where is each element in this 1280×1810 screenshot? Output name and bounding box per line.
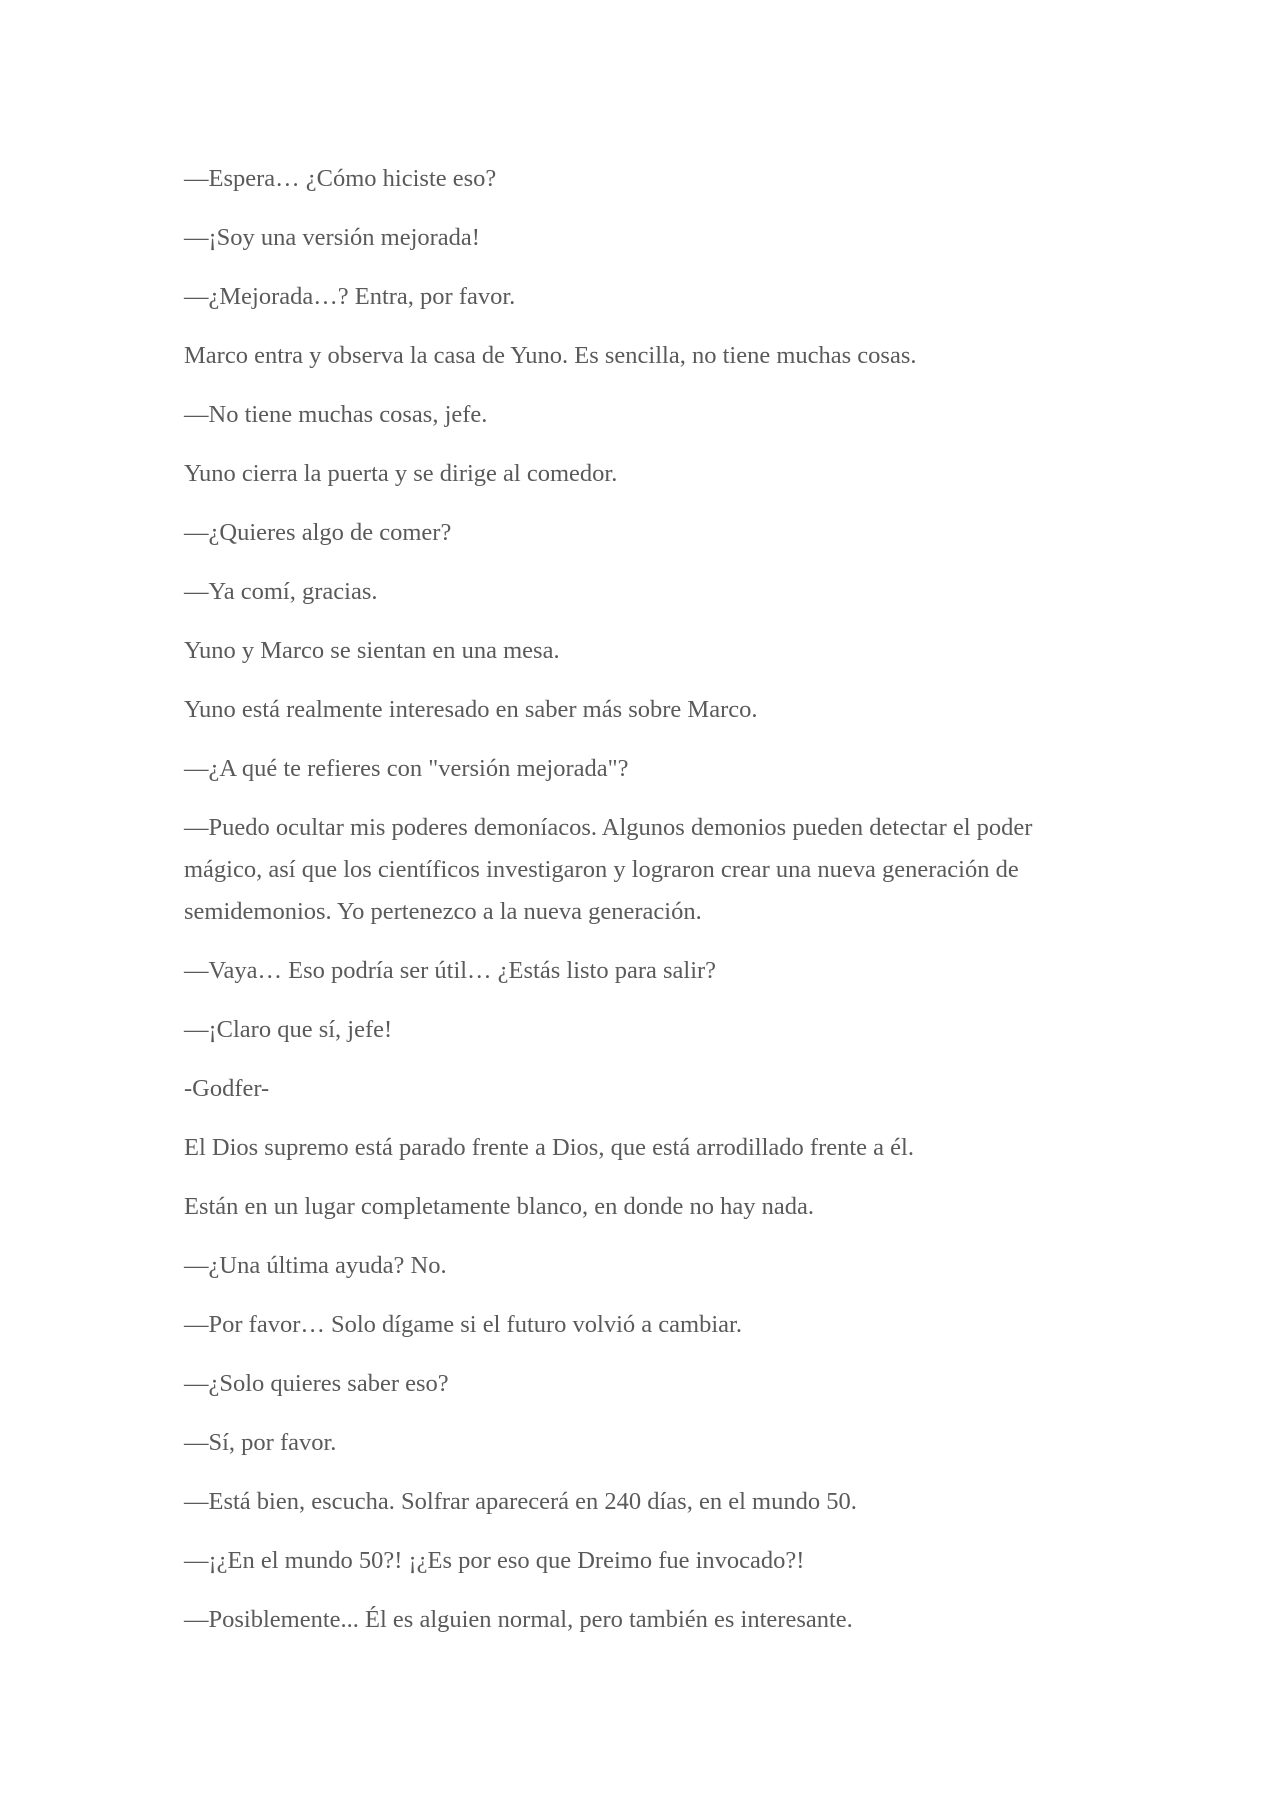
paragraph: —Posiblemente... Él es alguien normal, pero también es interesante. xyxy=(184,1606,853,1633)
paragraph: —Vaya… Eso podría ser útil… ¿Estás listo para salir? xyxy=(184,957,717,984)
section-marker: -Godfer- xyxy=(184,1075,270,1102)
document-body xyxy=(184,158,1104,1658)
paragraph: —¿Solo quieres saber eso? xyxy=(184,1370,449,1397)
paragraph: Yuno y Marco se sientan en una mesa. xyxy=(184,637,560,664)
paragraph: —Sí, por favor. xyxy=(184,1429,337,1456)
paragraph: Yuno está realmente interesado en saber más sobre Marco. xyxy=(184,696,758,723)
paragraph: —¿Una última ayuda? No. xyxy=(184,1252,447,1279)
paragraph: —¡¿En el mundo 50?! ¡¿Es por eso que Dreimo fue invocado?! xyxy=(184,1547,805,1574)
paragraph: —No tiene muchas cosas, jefe. xyxy=(184,401,488,428)
paragraph: —Ya comí, gracias. xyxy=(184,578,378,605)
paragraph: —¡Soy una versión mejorada! xyxy=(184,224,480,251)
paragraph: Están en un lugar completamente blanco, en donde no hay nada. xyxy=(184,1193,814,1220)
paragraph: —Por favor… Solo dígame si el futuro volvió a cambiar. xyxy=(184,1311,742,1338)
paragraph: —¿A qué te refieres con "versión mejorada"? xyxy=(184,755,629,782)
paragraph: —Puedo ocultar mis poderes demoníacos. Algunos demonios pueden detectar el poder mágico, así que los científicos investigaron y lograron crear una nueva generación de semidemonios. Yo pertenezco a la nueva generación. xyxy=(184,814,1033,925)
paragraph: Yuno cierra la puerta y se dirige al comedor. xyxy=(184,460,618,487)
paragraph: —¿Quieres algo de comer? xyxy=(184,519,452,546)
paragraph: —¿Mejorada…? Entra, por favor. xyxy=(184,283,516,310)
paragraph: El Dios supremo está parado frente a Dios, que está arrodillado frente a él. xyxy=(184,1134,914,1161)
paragraph: —Está bien, escucha. Solfrar aparecerá en 240 días, en el mundo 50. xyxy=(184,1488,857,1515)
paragraph: Marco entra y observa la casa de Yuno. Es sencilla, no tiene muchas cosas. xyxy=(184,342,917,369)
paragraph: —¡Claro que sí, jefe! xyxy=(184,1016,393,1043)
paragraph: —Espera… ¿Cómo hiciste eso? xyxy=(184,165,497,192)
